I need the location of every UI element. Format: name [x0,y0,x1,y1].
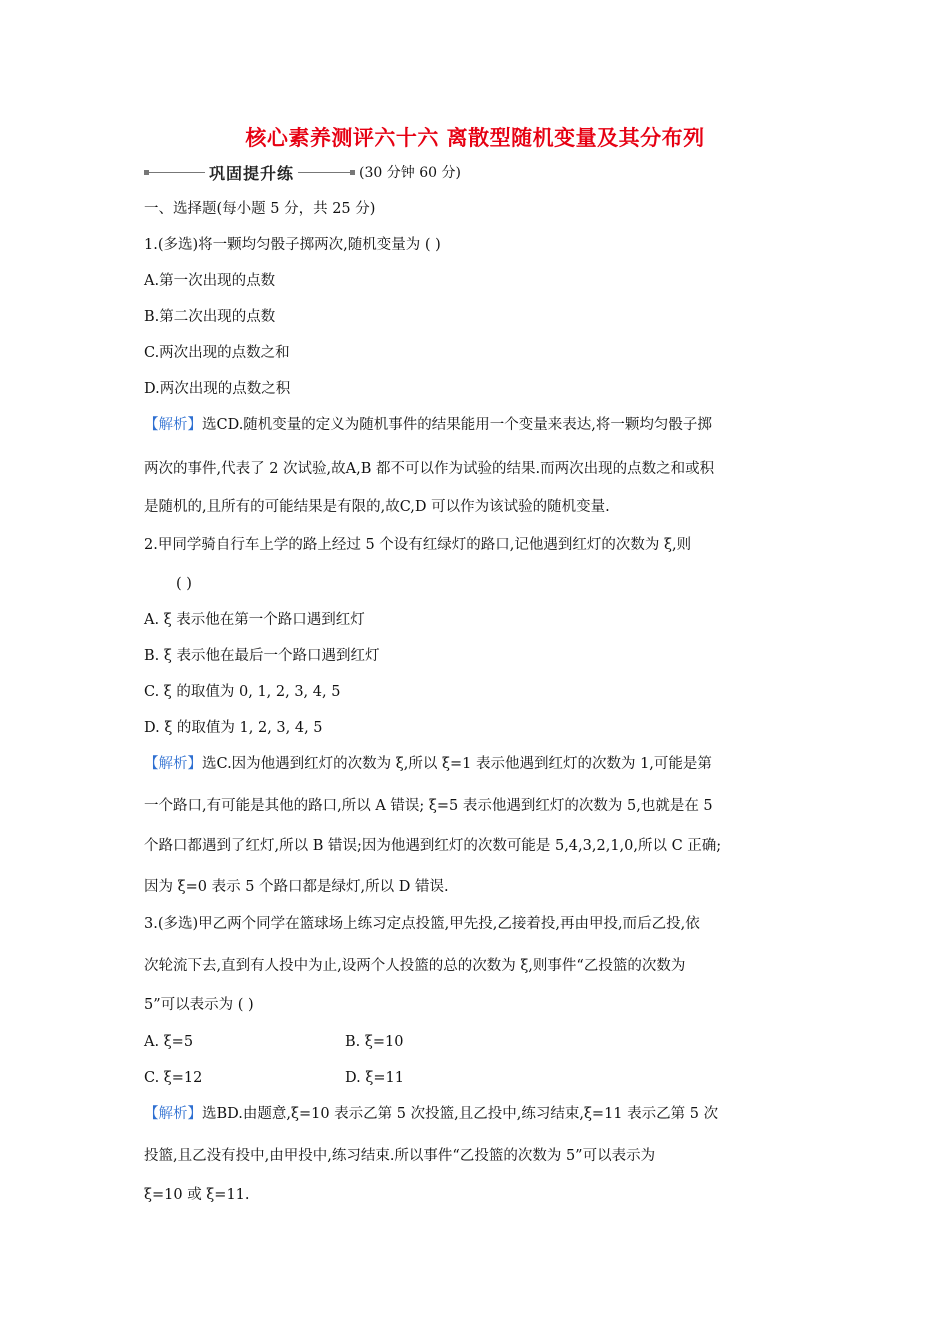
q1-stem: 1.(多选)将一颗均匀骰子掷两次,随机变量为 ( ) [144,237,441,253]
analysis-tag: 【解析】 [144,756,202,772]
analysis-text: 选CD.随机变量的定义为随机事件的结果能用一个变量来表达,将一颗均匀骰子掷 [202,417,712,433]
banner-time: (30 分钟 60 分) [359,165,461,181]
q1-option-d: D.两次出现的点数之积 [144,381,291,397]
q2-option-d: D. ξ 的取值为 1, 2, 3, 4, 5 [144,720,323,736]
banner-right-line [298,172,350,173]
q3-option-c: C. ξ=12 [144,1070,203,1086]
q1-option-b: B.第二次出现的点数 [144,309,276,325]
q3-option-d: D. ξ=11 [345,1070,404,1086]
q1-option-a: A.第一次出现的点数 [144,273,276,289]
q3-option-a: A. ξ=5 [144,1034,194,1050]
q3-analysis-line-1 [144,1104,718,1124]
q3-option-b: B. ξ=10 [345,1034,404,1050]
q2-answer-paren: ( ) [176,576,192,592]
q2-option-c: C. ξ 的取值为 0, 1, 2, 3, 4, 5 [144,684,341,700]
q2-option-a: A. ξ 表示他在第一个路口遇到红灯 [144,612,365,628]
q1-option-c: C.两次出现的点数之和 [144,345,290,361]
q2-analysis-line-4: 因为 ξ=0 表示 5 个路口都是绿灯,所以 D 错误. [144,879,449,895]
q3-analysis-line-2: 投篮,且乙没有投中,由甲投中,练习结束.所以事件“乙投篮的次数为 5”可以表示为 [144,1148,656,1164]
q1-analysis-line-2: 两次的事件,代表了 2 次试验,故A,B 都不可以作为试验的结果.而两次出现的点数之和或积 [144,461,715,477]
q1-analysis-line-3: 是随机的,且所有的可能结果是有限的,故C,D 可以作为该试验的随机变量. [144,499,610,515]
q2-stem: 2.甲同学骑自行车上学的路上经过 5 个设有红绿灯的路口,记他遇到红灯的次数为 ξ,则 [144,537,692,553]
banner-left-line [149,172,205,173]
analysis-tag: 【解析】 [144,1106,202,1122]
q3-analysis-line-3: ξ=10 或 ξ=11. [144,1187,250,1203]
q2-analysis-line-1 [144,754,712,774]
q2-option-b: B. ξ 表示他在最后一个路口遇到红灯 [144,648,380,664]
q2-analysis-line-3: 个路口都遇到了红灯,所以 B 错误;因为他遇到红灯的次数可能是 5,4,3,2,1,0,所以 C 正确; [144,838,722,854]
q3-stem-line-3: 5”可以表示为 ( ) [144,997,254,1013]
banner-right-square [350,170,355,175]
q3-stem-line-1: 3.(多选)甲乙两个同学在篮球场上练习定点投篮,甲先投,乙接着投,再由甲投,而后乙投,依 [144,916,700,932]
section-banner [144,160,461,184]
analysis-text: 选C.因为他遇到红灯的次数为 ξ,所以 ξ=1 表示他遇到红灯的次数为 1,可能是第 [202,756,712,772]
q2-analysis-line-2: 一个路口,有可能是其他的路口,所以 A 错误; ξ=5 表示他遇到红灯的次数为 5,也就是在 5 [144,798,713,814]
analysis-text: 选BD.由题意,ξ=10 表示乙第 5 次投篮,且乙投中,练习结束,ξ=11 表示乙第 5 次 [202,1106,719,1122]
analysis-tag: 【解析】 [144,417,202,433]
section-heading: 一、选择题(每小题 5 分，共 25 分) [144,201,376,217]
page-title: 核心素养测评六十六 离散型随机变量及其分布列 [245,126,705,150]
q1-analysis-line-1 [144,415,712,435]
q3-stem-line-2: 次轮流下去,直到有人投中为止,设两个人投篮的总的次数为 ξ,则事件“乙投篮的次数为 [144,958,686,974]
banner-label: 巩固提升练 [209,163,295,183]
